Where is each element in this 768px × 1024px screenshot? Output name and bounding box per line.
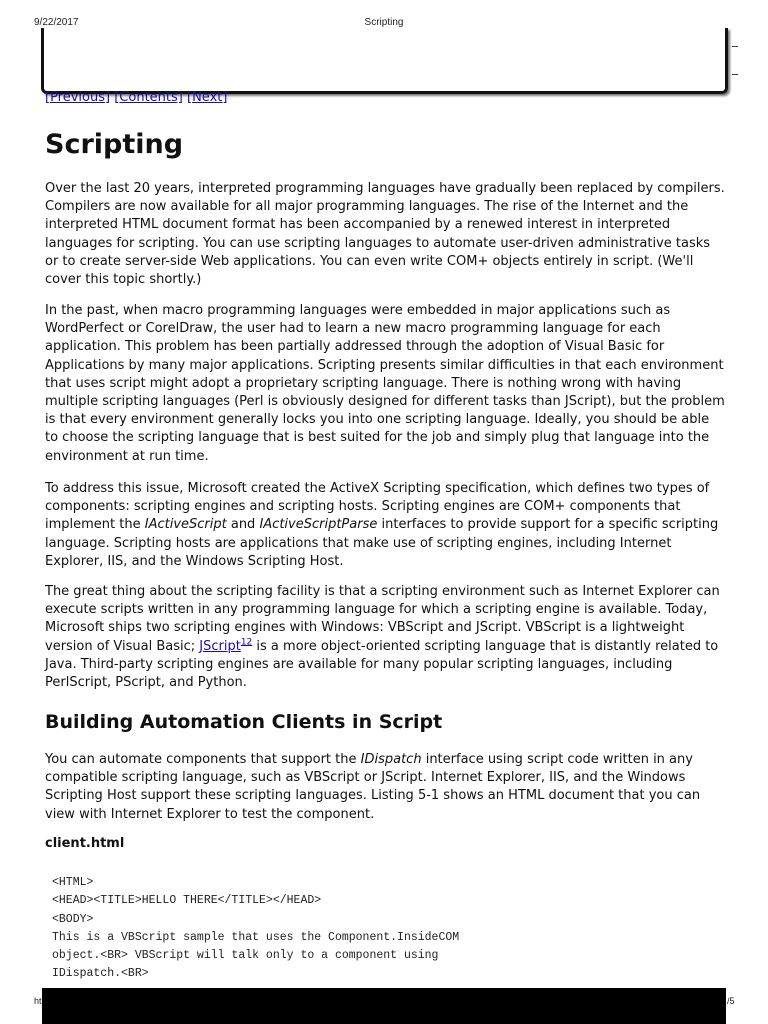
print-title: Scripting	[364, 17, 404, 28]
text-run: interface using script code written in any compatible scripting language, such as VBScript or JScript. Internet Explorer, IIS, and the Windows Scripting Host support these scripting languages. Listing 5-1 shows an HTML document that you can view with Internet Explorer to test the component.	[45, 752, 701, 822]
section-title: Building Automation Clients in Script	[45, 711, 443, 733]
print-footer-url: ht	[34, 996, 42, 1006]
text-run: You can automate components that support the	[45, 752, 361, 767]
code-listing-label: client.html	[45, 836, 125, 851]
interface-name: IActiveScriptParse	[259, 517, 378, 533]
navigation-frame	[41, 28, 728, 94]
text-run: interfaces to provide support for a specific scripting language. Scripting hosts are applications that make use of scripting engines, including Internet Explorer, IIS, and the Windows Scripting Host.	[45, 517, 719, 569]
code-line: <BODY>	[52, 912, 94, 926]
text-run: is a more object-oriented scripting language that is distantly related to Java. Third-party scripting engines are available for many popular scripting languages, including PerlScript, PScript, and Python.	[45, 638, 719, 691]
next-link[interactable]: [Next]	[187, 91, 228, 103]
text-run: The great thing about the scripting facility is that a scripting environment such as Internet Explorer can execute scripts written in any programming language for which a scripting engine is available. Today, Microsoft ships two scripting engines with Windows: VBScript and JScript. VBScript is a lightweight version of Visual Basic;	[45, 584, 720, 654]
code-line: This is a VBScript sample that uses the Component.InsideCOM	[52, 930, 460, 944]
jscript-link[interactable]: JScript	[199, 638, 241, 654]
text-run: and	[226, 517, 260, 533]
paragraph-automation-clients	[45, 751, 725, 824]
interface-name: IDispatch	[360, 752, 422, 767]
code-listing	[52, 874, 459, 984]
page-title: Scripting	[45, 129, 184, 160]
code-line: object.<BR> VBScript will talk only to a component using	[52, 949, 439, 963]
code-line: <HTML>	[52, 876, 94, 889]
paragraph-intro: Over the last 20 years, interpreted programming languages have gradually been replaced by compilers. Compilers are now available for all major programming languages. The rise of the Internet and the interpreted HTML document format has been accompanied by a renewed interest in interpreted languages for scripting. You can use scripting languages to automate user-driven administrative tasks or to create server-side Web applications. You can even write COM+ objects entirely in script. (We'll cover this topic shortly.)	[45, 181, 725, 288]
code-line: <HEAD><TITLE>HELLO THERE</TITLE></HEAD>	[52, 894, 322, 908]
code-line: IDispatch.<BR>	[52, 967, 149, 981]
previous-link[interactable]: [Previous]	[45, 91, 111, 103]
nav-links	[45, 91, 227, 103]
paragraph-macro-languages: In the past, when macro programming languages were embedded in major applications such as WordPerfect or CorelDraw, the user had to learn a new macro programming language for each application. This problem has been partially addressed through the adoption of Visual Basic for Applications by many major applications. Scripting presents similar difficulties in that each environment that uses script might adopt a proprietary scripting language. There is nothing wrong with having multiple scripting languages (Perl is obviously designed for different tasks than JScript), but the problem is that every environment generally locks you into one scripting language. Ideally, you should be able to choose the scripting language that is best suited for the job and simply plug that language into the environment at run time.	[45, 303, 725, 464]
frame-tick-mark	[732, 74, 738, 75]
text-run: To address this issue, Microsoft created the ActiveX Scripting specification, which defines two types of components: scripting engines and scripting hosts. Scripting engines are COM+ components that implement the	[45, 481, 710, 533]
redaction-bar	[42, 988, 726, 1024]
print-date: 9/22/2017	[34, 17, 79, 28]
paragraph-scripting-facility	[45, 583, 725, 692]
frame-tick-mark	[732, 46, 738, 47]
paragraph-activex-scripting	[45, 480, 725, 571]
contents-link[interactable]: [Contents]	[114, 91, 183, 103]
print-footer-page: /5	[727, 996, 735, 1006]
interface-name: IActiveScript	[144, 517, 227, 533]
footnote-link[interactable]: 12	[240, 637, 253, 648]
